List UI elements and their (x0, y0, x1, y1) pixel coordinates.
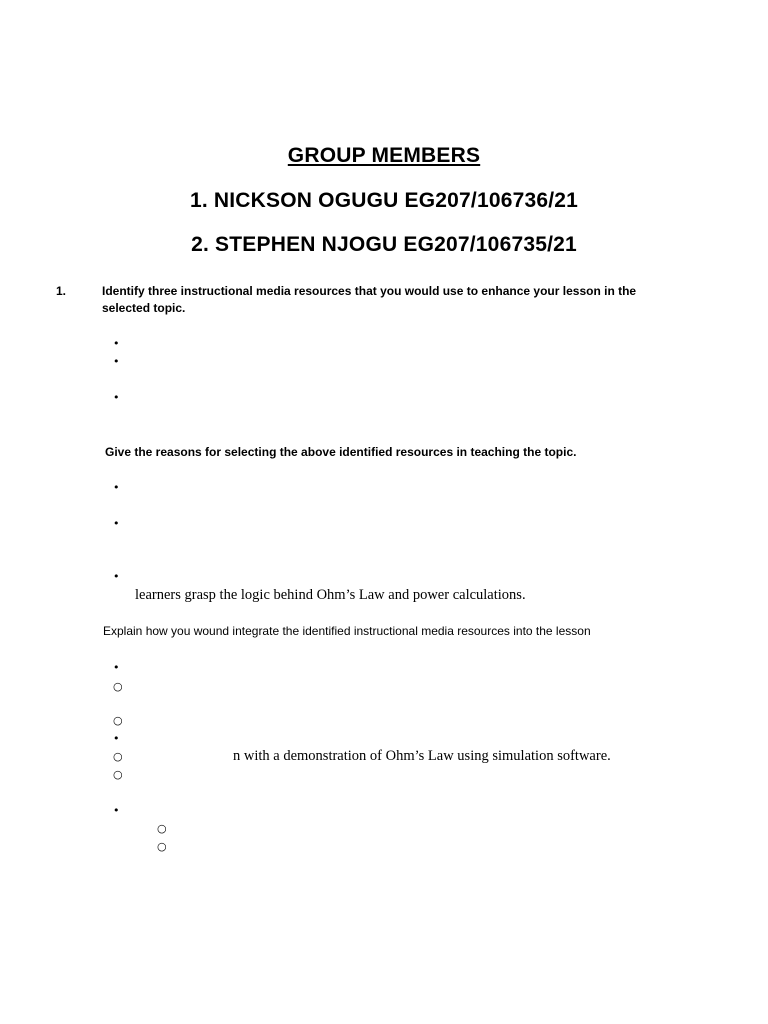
question-3-partial-answer: n with a demonstration of Ohm’s Law using simulation software. (233, 748, 611, 764)
group-members-title: GROUP MEMBERS (287, 144, 481, 167)
sub-bullet-circle: ○ (157, 822, 167, 835)
question-2-partial-answer: learners grasp the logic behind Ohm’s Law and power calculations. (135, 587, 526, 603)
bullet-point: • (113, 661, 120, 674)
sub-bullet-circle: ○ (113, 714, 123, 727)
bullet-point: • (113, 337, 120, 350)
sub-bullet-circle: ○ (113, 768, 123, 781)
bullet-point: • (113, 804, 120, 817)
question-1-line-2: selected topic. (102, 301, 186, 315)
question-3-text: Explain how you wound integrate the identified instructional media resources into the lesson (103, 624, 591, 638)
sub-bullet-circle: ○ (157, 840, 167, 853)
question-1-number: 1. (56, 284, 67, 298)
question-2-text: Give the reasons for selecting the above identified resources in teaching the topic. (105, 445, 577, 459)
bullet-point: • (113, 355, 120, 368)
bullet-point: • (113, 391, 120, 404)
sub-bullet-circle: ○ (113, 680, 123, 693)
sub-bullet-circle: ○ (113, 750, 123, 763)
question-1-line-1: Identify three instructional media resources that you would use to enhance your lesson in the (102, 284, 637, 298)
bullet-point: • (113, 481, 120, 494)
member-1: 1. NICKSON OGUGU EG207/106736/21 (189, 189, 579, 212)
bullet-point: • (113, 517, 120, 530)
bullet-point: • (113, 570, 120, 583)
member-2: 2. STEPHEN NJOGU EG207/106735/21 (191, 233, 577, 256)
bullet-point: • (113, 732, 120, 745)
